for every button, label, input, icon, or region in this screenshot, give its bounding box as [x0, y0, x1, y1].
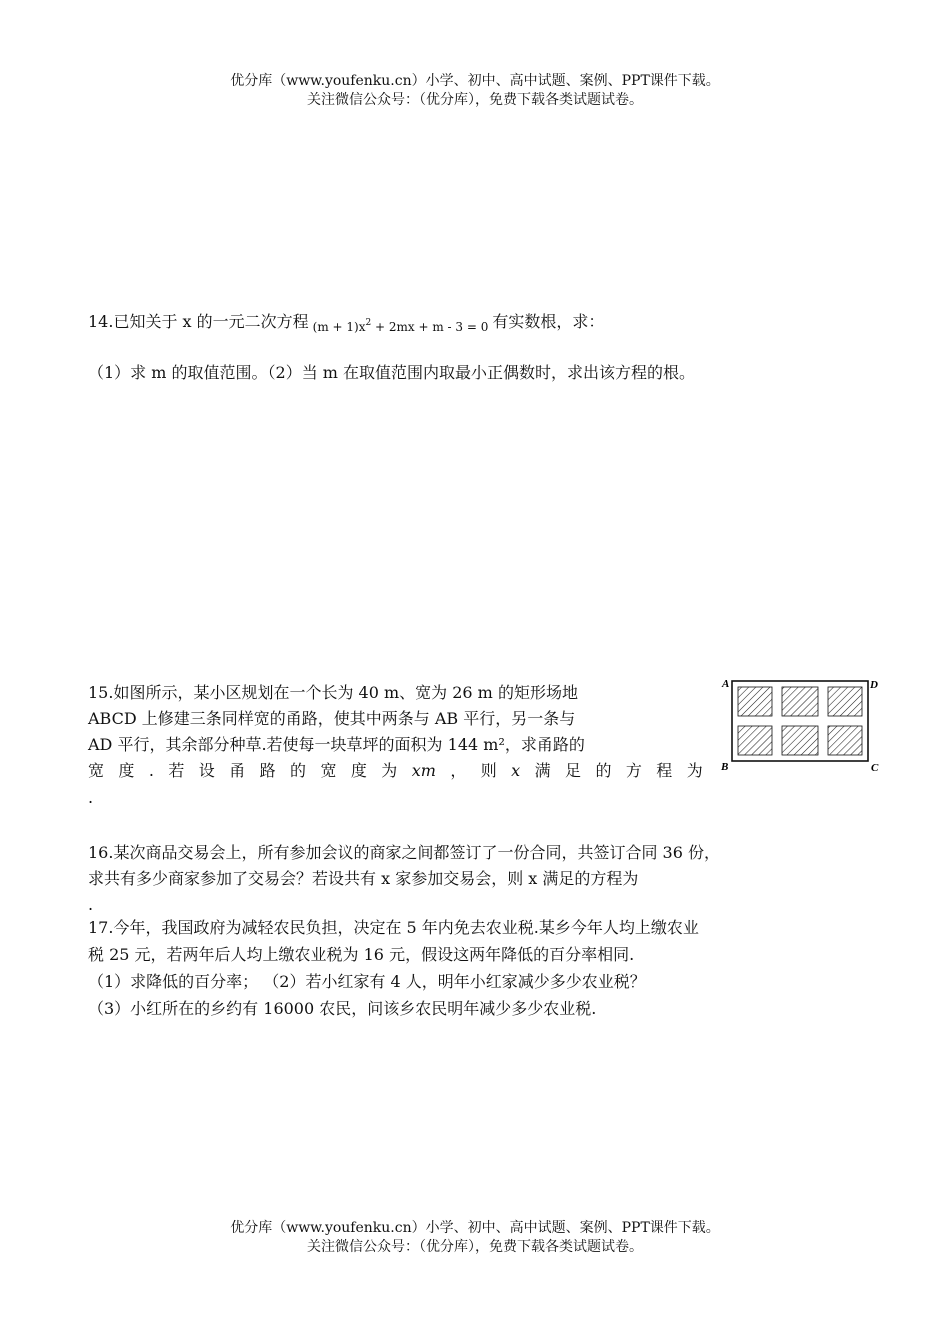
question-15-line-2: ABCD 上修建三条同样宽的甬路，使其中两条与 AB 平行，另一条与	[88, 709, 576, 728]
lawn-top-middle	[782, 687, 818, 716]
question-14-lead: 14.已知关于 x 的一元二次方程	[88, 312, 309, 331]
header-line-2: 关注微信公众号：（优分库），免费下载各类试题试卷。	[307, 92, 643, 108]
lawn-bottom-left	[738, 726, 772, 755]
lawn-top-left	[738, 687, 772, 716]
question-16-line-1: 16.某次商品交易会上，所有参加会议的商家之间都签订了一份合同，共签订合同 36 份，	[88, 843, 720, 862]
header-line-1: 优分库（www.youfenku.cn）小学、初中、高中试题、案例、PPT课件下载。	[230, 73, 720, 89]
label-a: A	[722, 678, 730, 690]
lawn-bottom-middle	[782, 726, 818, 755]
question-15-line-4: 宽 度 . 若 设 甬 路 的 宽 度 为 xm ， 则 x 满 足 的 方 程 为	[88, 761, 703, 780]
question-17-line-3: （1）求降低的百分率； （2）若小红家有 4 人，明年小红家减少多少农业税？	[88, 972, 646, 991]
page-footer	[0, 1219, 950, 1257]
question-15-line-1: 15.如图所示，某小区规划在一个长为 40 m、宽为 26 m 的矩形场地	[88, 683, 578, 702]
question-14-line-2: （1）求 m 的取值范围。（2）当 m 在取值范围内取最小正偶数时，求出该方程的根。	[88, 363, 696, 382]
question-16-line-3: .	[88, 895, 94, 914]
footer-line-1: 优分库（www.youfenku.cn）小学、初中、高中试题、案例、PPT课件下载。	[230, 1220, 720, 1236]
label-c: C	[871, 762, 879, 774]
question-15-line-5: .	[88, 788, 94, 807]
question-16-line-2: 求共有多少商家参加了交易会？若设共有 x 家参加交易会，则 x 满足的方程为	[88, 869, 639, 888]
question-17-line-1: 17.今年，我国政府为减轻农民负担，决定在 5 年内免去农业税.某乡今年人均上缴农业	[88, 918, 699, 937]
label-b: B	[721, 761, 729, 773]
page-header	[0, 72, 950, 110]
lawn-bottom-right	[828, 726, 862, 755]
field-diagram	[718, 675, 886, 775]
question-14-tail: 有实数根，求：	[492, 312, 605, 331]
question-17-line-4: （3）小红所在的乡约有 16000 农民，问该乡农民明年减少多少农业税.	[88, 999, 597, 1018]
question-14-equation: $(m + 1)x^2 + 2mx + m - 3 = 0$	[312, 318, 489, 334]
lawn-top-right	[828, 687, 862, 716]
question-15-line-3: AD 平行，其余部分种草.若使每一块草坪的面积为 144 m²，求甬路的	[88, 735, 585, 754]
question-14-line-1	[88, 309, 604, 340]
label-d: D	[870, 679, 878, 691]
question-17-line-2: 税 25 元，若两年后人均上缴农业税为 16 元，假设这两年降低的百分率相同.	[88, 945, 635, 964]
footer-line-2: 关注微信公众号：（优分库），免费下载各类试题试卷。	[307, 1239, 643, 1255]
